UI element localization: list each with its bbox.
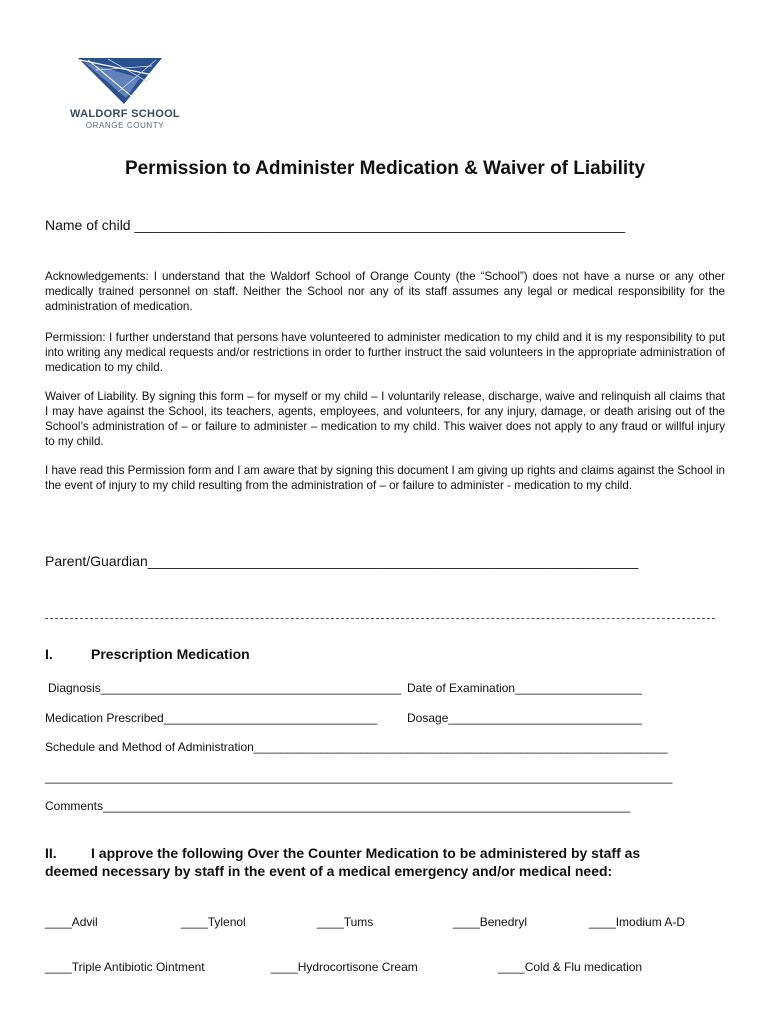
otc-tylenol[interactable]: ____Tylenol — [181, 915, 246, 929]
section-1-number: I. — [45, 646, 53, 662]
otc-hydrocortisone[interactable]: ____Hydrocortisone Cream — [271, 960, 418, 974]
medication-prescribed-field[interactable]: Medication Prescribed________________________________ — [45, 711, 378, 725]
logo-name: WALDORF SCHOOL — [70, 108, 180, 120]
logo-mark-icon — [78, 56, 162, 106]
otc-triple-antibiotic[interactable]: ____Triple Antibiotic Ointment — [45, 960, 205, 974]
comments-field[interactable]: Comments_______________________________________________________________________________ — [45, 799, 631, 813]
section-2-number: II. — [45, 845, 57, 861]
date-of-examination-field[interactable]: Date of Examination___________________ — [407, 681, 642, 695]
waiver-paragraph: Waiver of Liability. By signing this form – for myself or my child – I voluntarily release, discharge, waive and relinquish all claims that I may have against the School, its teachers, agents, employees, and volunteers, for any injury, damage, or death arising out of the School’s administration of – or failure to administer – medication to my child. This waiver does not apply to any fraud or willful injury to my child. — [45, 390, 725, 448]
section-2-title-line1: I approve the following Over the Counter Medication to be administered by staff as — [91, 845, 641, 861]
dosage-field[interactable]: Dosage_____________________________ — [407, 711, 642, 725]
otc-cold-flu[interactable]: ____Cold & Flu medication — [498, 960, 643, 974]
page-title: Permission to Administer Medication & Waiver of Liability — [124, 158, 646, 179]
otc-tums[interactable]: ____Tums — [317, 915, 374, 929]
diagnosis-field[interactable]: Diagnosis_____________________________________________ — [48, 681, 402, 695]
otc-advil[interactable]: ____Advil — [45, 915, 98, 929]
name-of-child-field[interactable]: Name of child _______________________________________________________________ — [45, 217, 626, 233]
school-logo — [70, 56, 180, 136]
permission-paragraph: Permission: I further understand that persons have volunteered to administer medication to my child and it is my responsibility to put into writing any medical requests and/or restrictions in order to further instruct the said volunteers in the appropriate administration of medication to my child. — [45, 331, 725, 374]
logo-sub: ORANGE COUNTY — [85, 121, 165, 130]
acknowledgement-read-paragraph: I have read this Permission form and I am aware that by signing this document I am giving up rights and claims against the School in the event of injury to my child resulting from the administration of – or failure to administer - medication to my child. — [45, 464, 725, 492]
section-2-title-line2: deemed necessary by staff in the event of a medical emergency and/or medical need: — [45, 863, 613, 879]
section-divider — [45, 618, 715, 619]
section-1-title: Prescription Medication — [91, 646, 250, 662]
parent-guardian-field[interactable]: Parent/Guardian_______________________________________________________________ — [45, 553, 639, 569]
schedule-continuation-line[interactable]: ______________________________________________________________________________________________ — [45, 770, 673, 784]
acknowledgements-paragraph: Acknowledgements: I understand that the Waldorf School of Orange County (the “School”) does not have a nurse or any other medically trained personnel on staff. Neither the School nor any of its staff assumes any legal or medical responsibility for the administration of medication. — [45, 270, 725, 313]
otc-benedryl[interactable]: ____Benedryl — [453, 915, 528, 929]
otc-imodium[interactable]: ____Imodium A-D — [589, 915, 686, 929]
schedule-method-field[interactable]: Schedule and Method of Administration______________________________________________________________ — [45, 740, 668, 754]
